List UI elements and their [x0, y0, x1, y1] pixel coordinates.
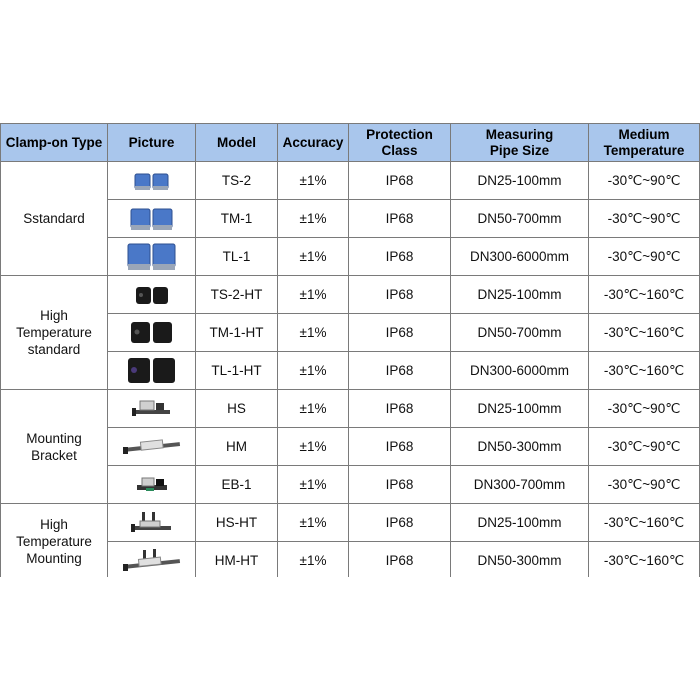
spec-table [0, 123, 700, 580]
model-cell: TM-1 [196, 200, 278, 238]
accuracy-cell: ±1% [278, 390, 349, 428]
table-row [1, 162, 700, 200]
accuracy-cell: ±1% [278, 162, 349, 200]
pipe-size-cell: DN300-700mm [451, 466, 589, 504]
header-picture: Picture [108, 124, 196, 162]
table-row [1, 276, 700, 314]
temperature-cell: -30℃~160℃ [589, 352, 700, 390]
temperature-cell: -30℃~90℃ [589, 200, 700, 238]
model-cell: HS-HT [196, 504, 278, 542]
header-clamp-on-type: Clamp-on Type [1, 124, 108, 162]
group-label-line: Bracket [31, 447, 77, 463]
temperature-cell: -30℃~160℃ [589, 314, 700, 352]
table-body [1, 162, 700, 580]
blue-medium-transducer-pair-image [108, 200, 195, 237]
pipe-size-cell: DN300-6000mm [451, 238, 589, 276]
accuracy-cell: ±1% [278, 352, 349, 390]
group-label-line: High [40, 517, 68, 532]
blue-large-transducer-pair-image [108, 238, 195, 275]
protection-cell: IP68 [349, 200, 451, 238]
group-label-line: standard [27, 342, 81, 357]
clamp-on-type-group [1, 390, 108, 504]
header-row [1, 124, 700, 162]
picture-cell [108, 466, 196, 504]
header-measuring-pipe-size: Measuring Pipe Size [451, 124, 589, 162]
picture-cell [108, 542, 196, 580]
pipe-size-cell: DN50-700mm [451, 314, 589, 352]
picture-cell [108, 200, 196, 238]
temperature-cell: -30℃~160℃ [589, 504, 700, 542]
picture-cell [108, 276, 196, 314]
page-bottom [0, 577, 700, 700]
header-protection-class: Protection Class [349, 124, 451, 162]
picture-cell [108, 352, 196, 390]
model-cell: EB-1 [196, 466, 278, 504]
picture-cell [108, 390, 196, 428]
model-cell: HS [196, 390, 278, 428]
accuracy-cell: ±1% [278, 314, 349, 352]
protection-cell: IP68 [349, 162, 451, 200]
protection-cell: IP68 [349, 276, 451, 314]
temperature-cell: -30℃~90℃ [589, 238, 700, 276]
model-cell: HM-HT [196, 542, 278, 580]
protection-cell: IP68 [349, 504, 451, 542]
protection-cell: IP68 [349, 314, 451, 352]
protection-cell: IP68 [349, 542, 451, 580]
temperature-cell: -30℃~90℃ [589, 390, 700, 428]
clamp-on-type-group [1, 276, 108, 390]
picture-cell [108, 238, 196, 276]
temperature-cell: -30℃~160℃ [589, 276, 700, 314]
accuracy-cell: ±1% [278, 466, 349, 504]
pipe-size-cell: DN25-100mm [451, 276, 589, 314]
accuracy-cell: ±1% [278, 200, 349, 238]
clamp-on-type-group [1, 162, 108, 276]
pipe-size-cell: DN25-100mm [451, 390, 589, 428]
pipe-size-cell: DN300-6000mm [451, 352, 589, 390]
protection-cell: IP68 [349, 390, 451, 428]
accuracy-cell: ±1% [278, 238, 349, 276]
accuracy-cell: ±1% [278, 276, 349, 314]
short-bracket-image [108, 390, 195, 427]
header-accuracy: Accuracy [278, 124, 349, 162]
header-model: Model [196, 124, 278, 162]
group-label-line: Sstandard [23, 211, 85, 226]
model-cell: HM [196, 428, 278, 466]
group-label-line: Mounting [26, 551, 82, 566]
picture-cell [108, 162, 196, 200]
long-ht-bracket-image [108, 542, 195, 579]
protection-cell: IP68 [349, 428, 451, 466]
accuracy-cell: ±1% [278, 542, 349, 580]
accuracy-cell: ±1% [278, 428, 349, 466]
temperature-cell: -30℃~90℃ [589, 428, 700, 466]
table-row [1, 504, 700, 542]
temperature-cell: -30℃~160℃ [589, 542, 700, 580]
temperature-cell: -30℃~90℃ [589, 162, 700, 200]
compact-bracket-image [108, 466, 195, 503]
pipe-size-cell: DN50-700mm [451, 200, 589, 238]
header-medium-temperature: Medium Temperature [589, 124, 700, 162]
short-ht-bracket-image [108, 504, 195, 541]
group-label-line: High [40, 308, 68, 323]
table-row [1, 390, 700, 428]
group-label-line: Temperature [16, 325, 92, 340]
temperature-cell: -30℃~90℃ [589, 466, 700, 504]
protection-cell: IP68 [349, 466, 451, 504]
accuracy-cell: ±1% [278, 504, 349, 542]
model-cell: TL-1 [196, 238, 278, 276]
model-cell: TS-2-HT [196, 276, 278, 314]
clamp-on-type-group [1, 504, 108, 580]
black-small-transducer-pair-image [108, 276, 195, 313]
black-large-transducer-pair-image [108, 352, 195, 389]
model-cell: TL-1-HT [196, 352, 278, 390]
long-bracket-image [108, 428, 195, 465]
protection-cell: IP68 [349, 352, 451, 390]
group-label-line: Mounting [26, 430, 82, 446]
pipe-size-cell: DN50-300mm [451, 542, 589, 580]
pipe-size-cell: DN25-100mm [451, 504, 589, 542]
group-label-line: Temperature [16, 534, 92, 549]
picture-cell [108, 428, 196, 466]
picture-cell [108, 314, 196, 352]
blue-small-transducer-pair-image [108, 162, 195, 199]
picture-cell [108, 504, 196, 542]
black-medium-transducer-pair-image [108, 314, 195, 351]
model-cell: TS-2 [196, 162, 278, 200]
pipe-size-cell: DN25-100mm [451, 162, 589, 200]
pipe-size-cell: DN50-300mm [451, 428, 589, 466]
protection-cell: IP68 [349, 238, 451, 276]
model-cell: TM-1-HT [196, 314, 278, 352]
